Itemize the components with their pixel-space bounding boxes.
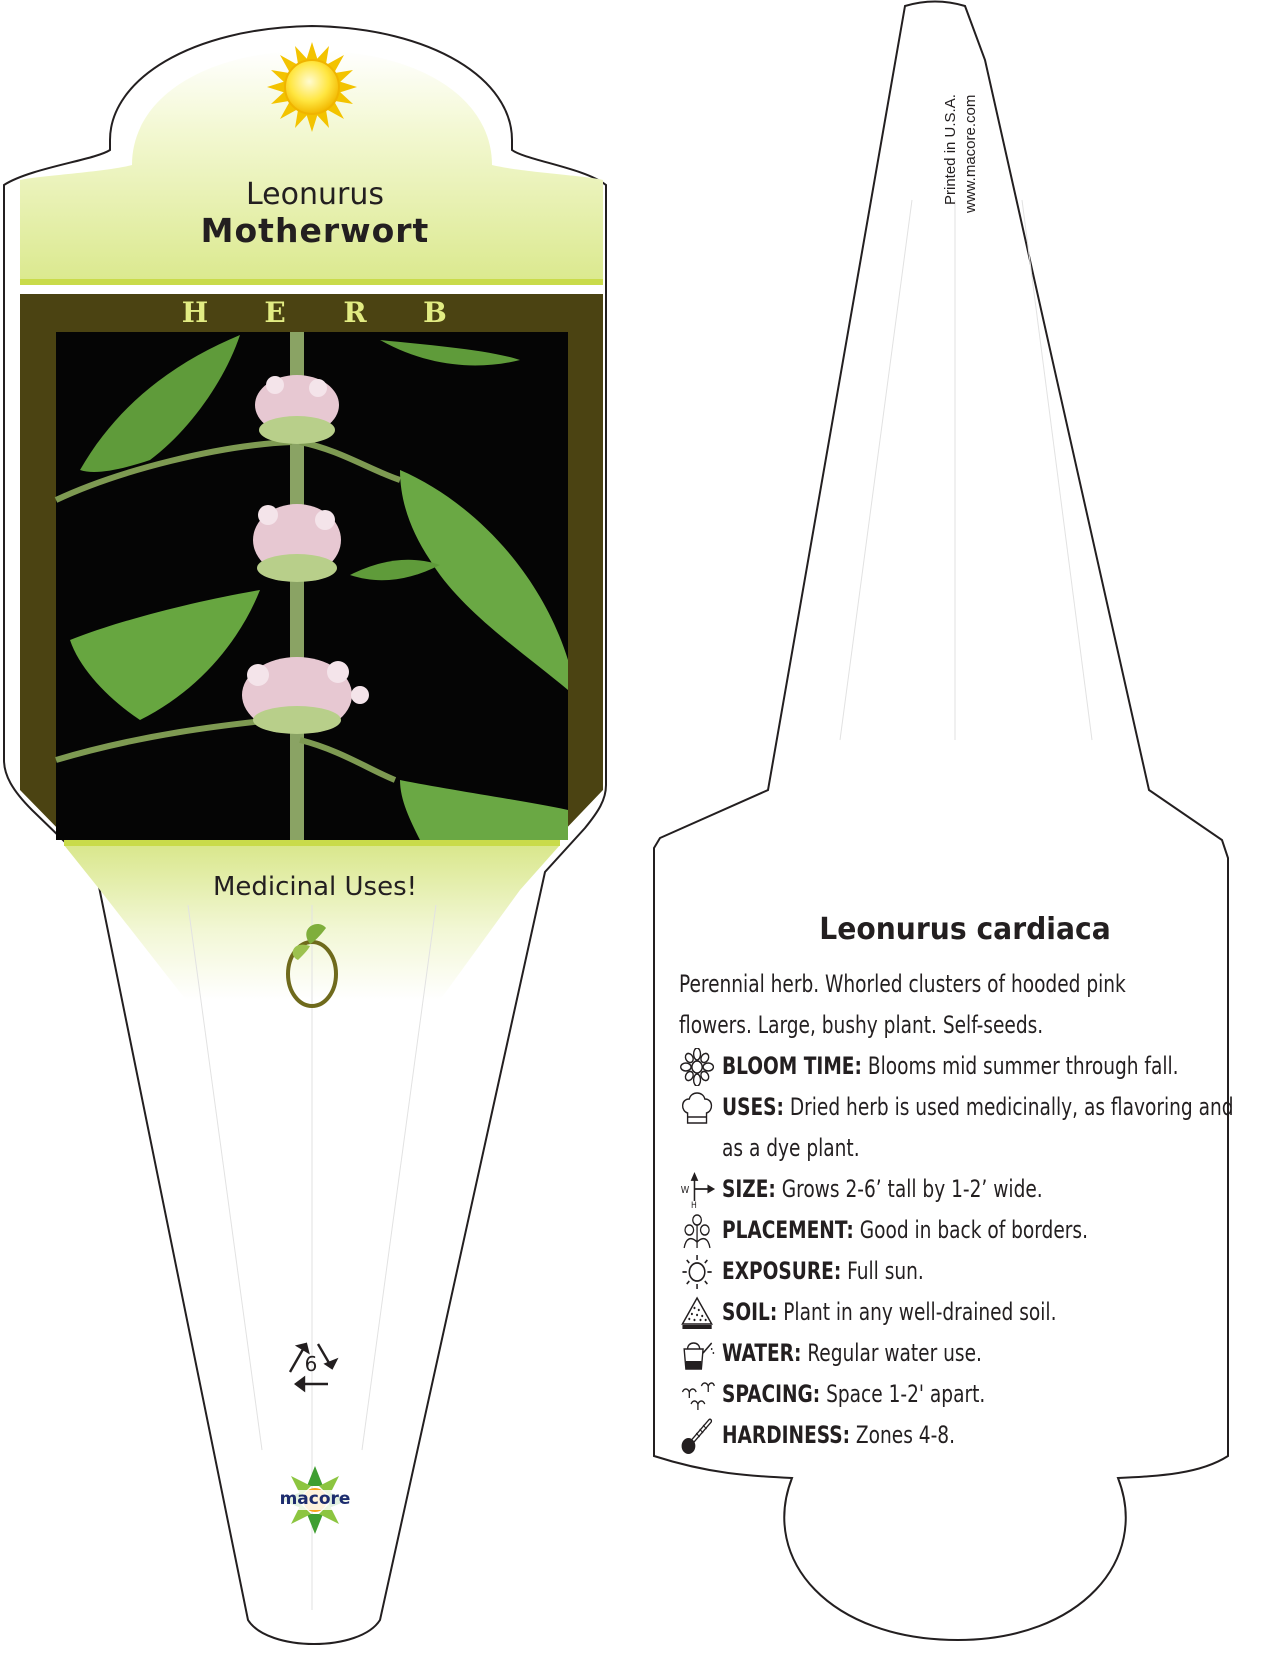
- attribute-hardiness: [679, 1415, 1264, 1456]
- category-letter: R: [343, 296, 367, 329]
- flower-icon: [679, 1048, 715, 1086]
- common-name: Motherwort: [200, 211, 430, 250]
- website: www.macore.com: [962, 94, 979, 213]
- attribute-text: Grows 2-6’ tall by 1-2’ wide.: [781, 1175, 1043, 1203]
- svg-text:H: H: [691, 1199, 697, 1209]
- category-letter: B: [423, 296, 447, 329]
- description-text: Perennial herb. Whorled clusters of hooded pink flowers. Large, bushy plant. Self-seeds.: [679, 970, 1126, 1039]
- lower-band-stripe: [64, 840, 560, 846]
- tagline: Medicinal Uses!: [212, 872, 418, 902]
- watering-can-icon: [679, 1335, 715, 1373]
- attribute-text: Space 1-2' apart.: [826, 1380, 986, 1408]
- plant-placement-icon: [679, 1212, 715, 1250]
- attribute-text: Plant in any well-drained soil.: [783, 1298, 1057, 1326]
- botanical-name: Leonurus cardiaca: [819, 912, 1111, 947]
- top-band-stripe: [20, 279, 603, 285]
- attribute-text: Blooms mid summer through fall.: [867, 1052, 1179, 1080]
- attribute-label: SIZE:: [722, 1175, 776, 1203]
- category-label: [180, 296, 450, 329]
- attribute-label: HARDINESS:: [722, 1421, 851, 1449]
- plant-description: [679, 964, 1264, 1456]
- attribute-placement: [679, 1210, 1264, 1251]
- plant-photo: [56, 332, 568, 840]
- attribute-size: [679, 1169, 1264, 1210]
- attribute-bloom-time: [679, 1046, 1264, 1087]
- category-letter: H: [181, 296, 209, 329]
- attribute-soil: [679, 1292, 1264, 1333]
- category-letter: E: [264, 296, 286, 329]
- sun-icon: [267, 42, 357, 132]
- svg-text:W: W: [680, 1184, 690, 1197]
- attribute-label: USES:: [722, 1093, 784, 1121]
- brand-name: macore: [279, 1489, 351, 1509]
- attribute-label: SPACING:: [722, 1380, 821, 1408]
- attribute-text: Dried herb is used medicinally, as flavoring and as a dye plant.: [722, 1093, 1234, 1162]
- size-arrows-icon: [679, 1171, 715, 1209]
- sun-outline-icon: [679, 1253, 715, 1291]
- attribute-label: SOIL:: [722, 1298, 778, 1326]
- attribute-water: [679, 1333, 1264, 1374]
- printed-note: Printed in U.S.A.: [942, 94, 959, 205]
- attribute-label: EXPOSURE:: [722, 1257, 842, 1285]
- attribute-label: WATER:: [722, 1339, 802, 1367]
- recycle-code: 6: [304, 1352, 318, 1376]
- attribute-spacing: [679, 1374, 1264, 1415]
- attribute-label: PLACEMENT:: [722, 1216, 854, 1244]
- attribute-text: Full sun.: [847, 1257, 924, 1285]
- attribute-text: Regular water use.: [807, 1339, 982, 1367]
- attribute-label: BLOOM TIME:: [722, 1052, 862, 1080]
- soil-icon: [679, 1294, 715, 1332]
- thermometer-icon: [679, 1417, 715, 1455]
- attribute-exposure: [679, 1251, 1264, 1292]
- spacing-icon: [679, 1376, 715, 1414]
- genus-name: Leonurus: [245, 177, 384, 212]
- attribute-text: Zones 4-8.: [855, 1421, 955, 1449]
- attribute-uses: [679, 1087, 1264, 1169]
- chef-hat-icon: [679, 1089, 715, 1127]
- attribute-text: Good in back of borders.: [859, 1216, 1088, 1244]
